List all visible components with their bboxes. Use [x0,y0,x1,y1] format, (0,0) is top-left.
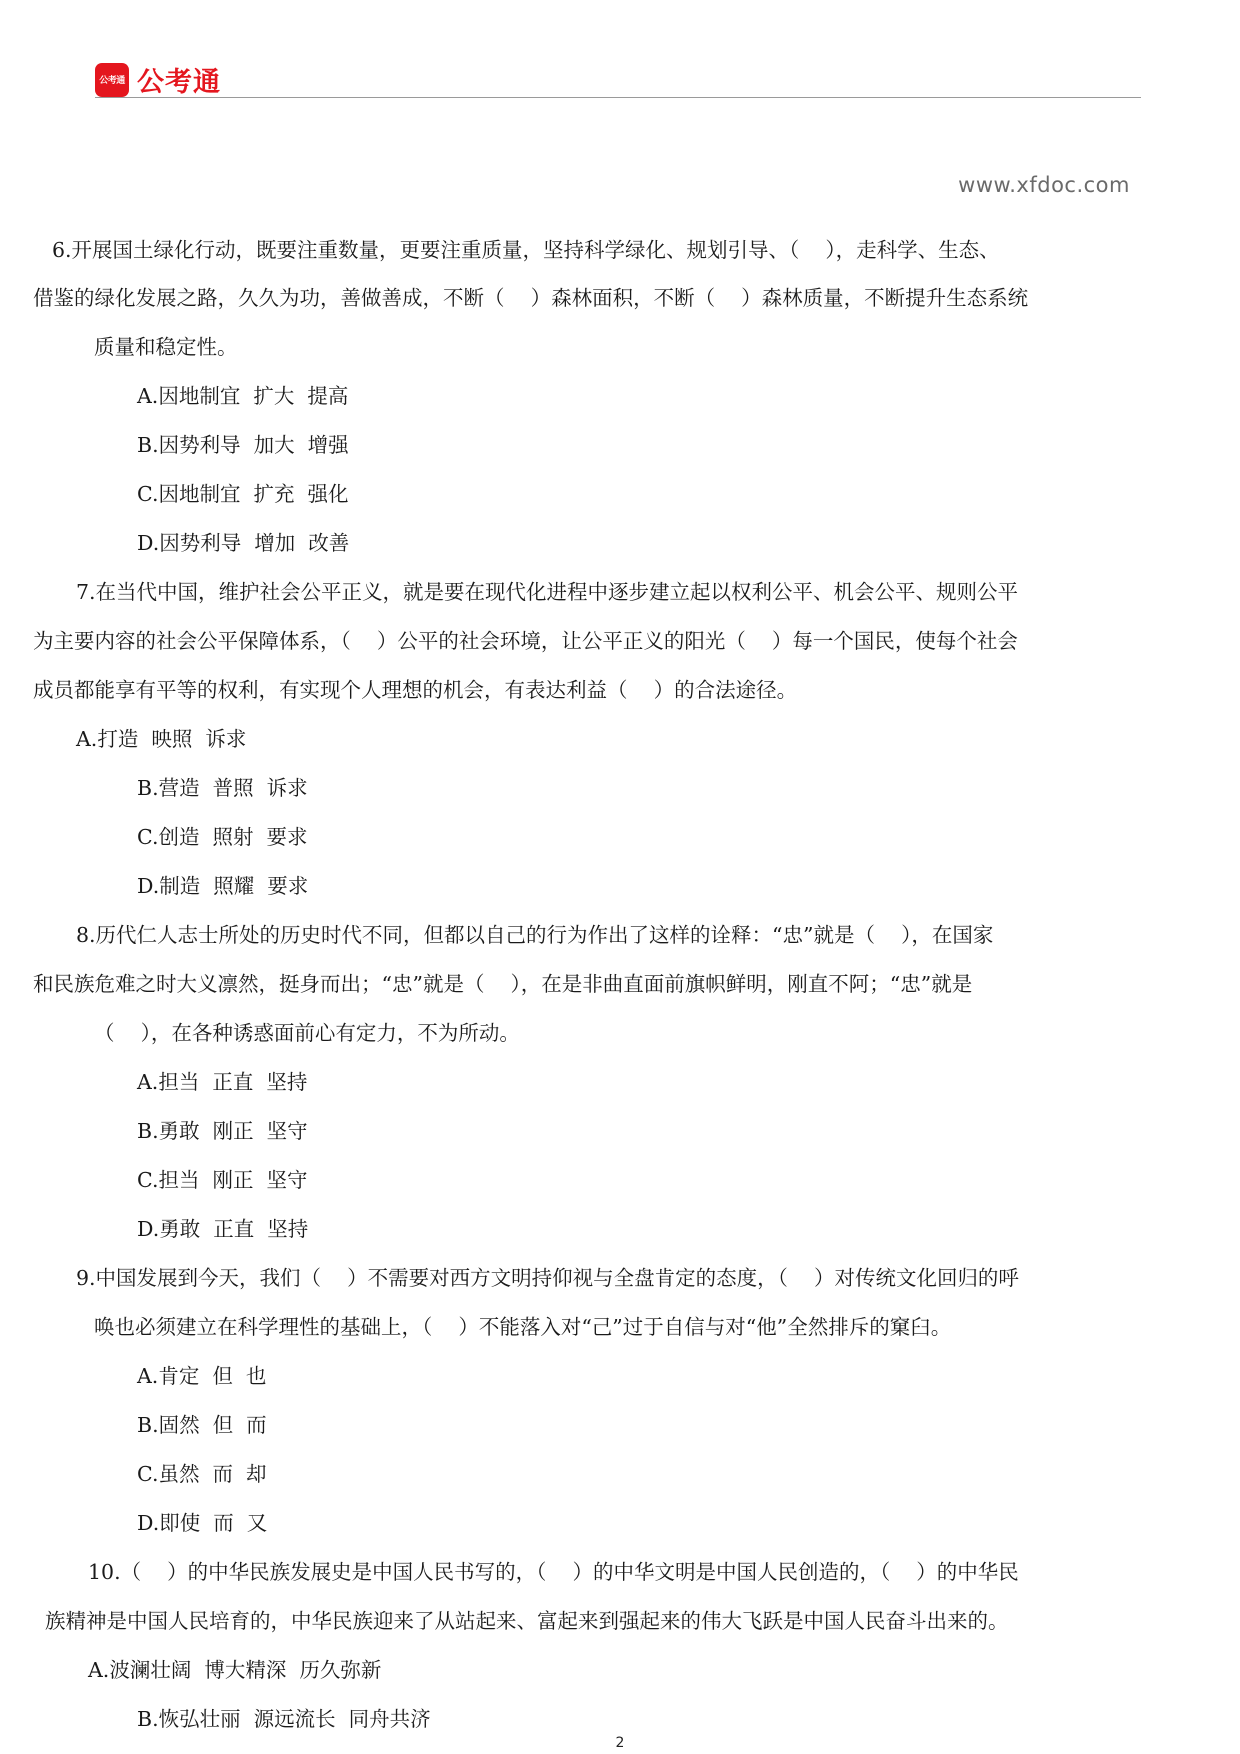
option-a: A.波澜壮阔 博大精深 历久弥新 [88,1658,382,1682]
option-c: C.担当 刚正 坚守 [137,1168,308,1192]
question-stem-line: 借鉴的绿化发展之路，久久为功，善做善成，不断（ ）森林面积，不断（ ）森林质量，不断提升生态系统 [33,286,1029,310]
source-watermark: www.xfdoc.com [958,173,1130,197]
option-b: B.勇敢 刚正 坚守 [137,1119,308,1143]
question-stem-line: 为主要内容的社会公平保障体系，（ ）公平的社会环境，让公平正义的阳光（ ）每一个国民，使每个社会 [33,629,1018,653]
question-stem-line: 9.中国发展到今天，我们（ ）不需要对西方文明持仰视与全盘肯定的态度，（ ）对传统文化回归的呼 [76,1266,1019,1290]
option-b: B.因势利导 加大 增强 [137,433,349,457]
option-d: D.制造 照耀 要求 [137,874,309,898]
option-d: D.勇敢 正直 坚持 [137,1217,309,1241]
option-a: A.肯定 但 也 [137,1364,267,1388]
question-stem-line: 和民族危难之时大义凛然，挺身而出；“忠”就是（ ），在是非曲直面前旗帜鲜明，刚直不阿；“忠”就是 [33,972,973,996]
option-b: B.营造 普照 诉求 [137,776,308,800]
question-stem-line: 族精神是中国人民培育的，中华民族迎来了从站起来、富起来到强起来的伟大飞跃是中国人民奋斗出来的。 [45,1609,1009,1633]
option-a: A.打造 映照 诉求 [76,727,247,751]
question-stem-line: （ ），在各种诱惑面前心有定力，不为所动。 [94,1021,520,1045]
option-c: C.因地制宜 扩充 强化 [137,482,349,506]
question-stem-line: 6.开展国土绿化行动，既要注重数量，更要注重质量，坚持科学绿化、规划引导、（ ），走科学、生态、 [52,238,1000,262]
option-d: D.即使 而 又 [137,1511,268,1535]
question-stem-line: 成员都能享有平等的权利，有实现个人理想的机会，有表达利益（ ）的合法途径。 [33,678,798,702]
question-stem-line: 10.（ ）的中华民族发展史是中国人民书写的，（ ）的中华文明是中国人民创造的，（ ）的中华民 [88,1560,1019,1584]
brand-logo [95,60,221,99]
question-stem-line: 质量和稳定性。 [94,335,238,359]
option-c: C.创造 照射 要求 [137,825,308,849]
logo-icon: 公考通 [95,63,129,97]
page-number: 2 [615,1735,625,1751]
header-divider [95,97,1141,98]
option-d: D.因势利导 增加 改善 [137,531,350,555]
option-a: A.担当 正直 坚持 [137,1070,308,1094]
option-c: C.虽然 而 却 [137,1462,267,1486]
option-b: B.固然 但 而 [137,1413,267,1437]
option-b: B.恢弘壮丽 源远流长 同舟共济 [137,1707,431,1731]
question-stem-line: 唤也必须建立在科学理性的基础上，（ ）不能落入对“己”过于自信与对“他”全然排斥的窠臼。 [94,1315,952,1339]
logo-wordmark: 公考通 [137,67,221,98]
question-stem-line: 7.在当代中国，维护社会公平正义，就是要在现代化进程中逐步建立起以权利公平、机会公平、规则公平 [76,580,1019,604]
question-stem-line: 8.历代仁人志士所处的历史时代不同，但都以自己的行为作出了这样的诠释：“忠”就是（ ），在国家 [76,923,994,947]
option-a: A.因地制宜 扩大 提高 [137,384,349,408]
